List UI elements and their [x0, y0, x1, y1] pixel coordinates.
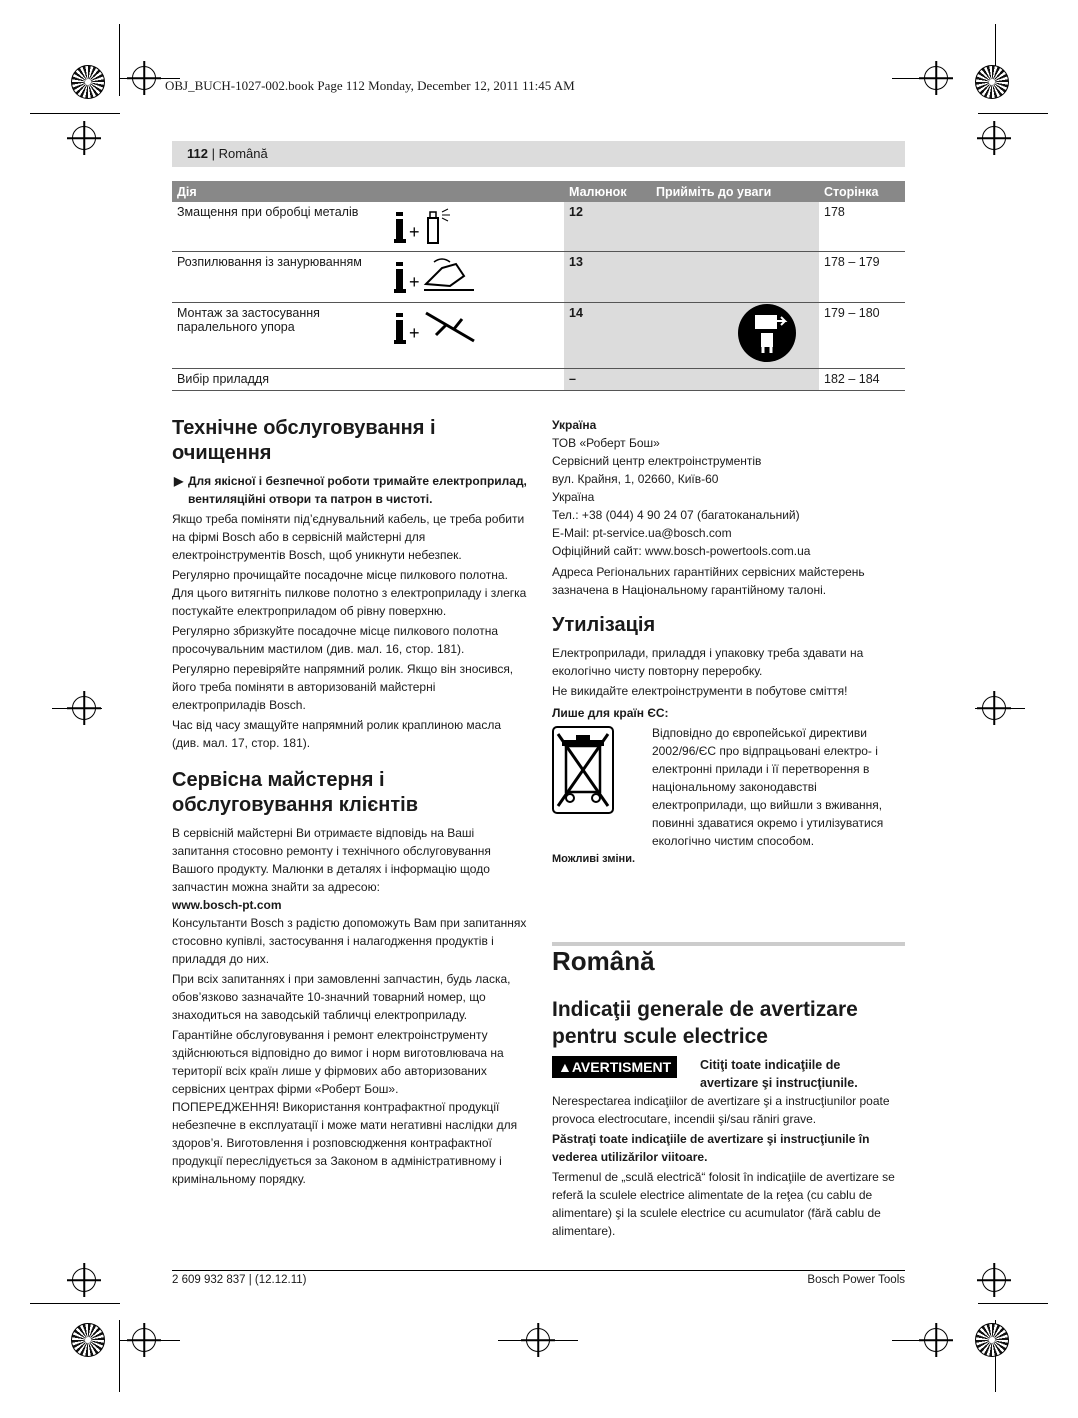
service-paragraph: В сервісній майстерні Ви отримаєте відповідь на Ваші запитання стосовно ремонту і технічного обслуговування Вашого продукту. Малюнки в деталях і інформацію щодо запчастин можна знайти за адресою:: [172, 826, 491, 894]
svg-text:+: +: [409, 222, 420, 242]
page-cell: 182 – 184: [819, 368, 905, 390]
registration-mark-icon: [526, 1328, 550, 1352]
table-header-row: [172, 181, 905, 202]
col-action: Дія: [172, 181, 564, 202]
ukraine-address-line: вул. Крайня, 1, 02660, Київ-60: [552, 472, 719, 486]
color-target-icon: [975, 1323, 1009, 1357]
unplug-warning-icon: [737, 303, 797, 363]
ukraine-address-line: Україна: [552, 490, 595, 504]
ukraine-address-line: Сервісний центр електроінструментів: [552, 454, 762, 468]
romanian-subheading: Indicaţii generale de avertizare pentru scule electrice: [552, 998, 858, 1048]
color-target-icon: [71, 65, 105, 99]
changes-note: Можливі зміни.: [552, 853, 636, 865]
service-heading: Сервісна майстерня і обслуговування клієнтів: [172, 769, 419, 816]
service-url-link[interactable]: www.bosch-pt.com: [172, 898, 282, 912]
maintenance-paragraph: Час від часу змащуйте напрямний ролик краплиною масла (див. мал. 17, стор. 181).: [172, 718, 502, 750]
page-header: 112 | Română: [172, 141, 905, 167]
page-cell: 178 – 179: [819, 251, 905, 302]
maintenance-heading: Технічне обслуговування і очищення: [172, 417, 436, 464]
col-page: Сторінка: [819, 181, 905, 202]
service-paragraph: Консультанти Bosch з радістю допоможуть Вам при запитаннях стосовно купівлі, застосування і налагодження продуктів і приладдя до них.: [172, 916, 527, 966]
romanian-heading: Română: [552, 946, 655, 976]
maintenance-bullet: Для якісної і безпечної роботи тримайте електроприлад, вентиляційні отвори та патрон в чистоті.: [188, 474, 527, 506]
maintenance-paragraph: Регулярно прочищайте посадочне місце пилкового полотна. Для цього витягніть пилкове полотно з електроприладу і злегка постукайте електроприладом об рівну поверхню.: [172, 568, 527, 618]
service-paragraph: ПОПЕРЕДЖЕННЯ! Використання контрафактної продукції небезпечне в експлуатації і може мати негативні наслідки для здоров’я. Виготовлення і розповсюдження контрафактної продукції переслідується за Законом в адміністративному і кримінальному порядку.: [172, 1100, 518, 1186]
info-parallel-guide-icon: [394, 305, 484, 347]
ukraine-heading: Україна: [552, 418, 597, 432]
eu-directive-text: Відповідно до європейської директиви 2002/96/ЄС про відпрацьовані електро- і електронні прилади і її перетворення в національному законодавстві електроприлади, що вийшли з вживання, повинні здаватися окремо і утилізуватися екологічно чистим способом.: [652, 726, 884, 848]
warning-triangle-icon: ▲: [558, 1059, 572, 1075]
figure-cell: 12: [564, 202, 651, 251]
figure-cell: 13: [564, 251, 651, 302]
registration-mark-icon: [924, 66, 948, 90]
maintenance-paragraph: Регулярно перевіряйте напрямний ролик. Якщо він зносився, його треба поміняти в авторизованій майстерні електроприладів Bosch.: [172, 662, 514, 712]
disposal-paragraph: Не викидайте електроінструменти в побутове сміття!: [552, 684, 848, 698]
ukraine-email[interactable]: E-Mail: pt-service.ua@bosch.com: [552, 526, 732, 540]
info-oil-spray-icon: [394, 204, 474, 246]
left-column: Технічне обслуговування і очищення ▶ Для якісної і безпечної роботи тримайте електроприлад, вентиляційні отвори та патрон в чистоті. Якщо треба поміняти під’єднувальний кабель, це треба робити на фірмі Bosch або в сервісній майстерні для електроінструментів Bosch, щоб уникнути небезпек. Регулярно прочищайте посадочне місце пилкового полотна. Для цього витягніть пилкове полотно з електроприладу і злегка постукайте електроприладом об рівну поверхню. Регулярно збризкуйте посадочне місце пилкового полотна просочувальним мастилом (див. мал. 16, стор. 181). Регулярно перевіряйте напрямний ролик. Якщо він зносився, його треба поміняти в авторизованій майстерні електроприладів Bosch. Час від часу змащуйте напрямний ролик краплиною масла (див. мал. 17, стор. 181). Сервісна майстерня і обслуговування клієнтів В сервісній майстерні Ви отримаєте відповідь на Ваші запитання стосовно ремонту і технічного обслуговування Вашого продукту. Малюнки в деталях і інформацію щодо запчастин можна знайти за адресою: www.bosch-pt.com Консультанти Bosch з радістю допоможуть Вам при запитаннях стосовно купівлі, застосування і налагодження продуктів і приладдя до них. При всіх запитаннях і при замовленні запчастин, будь ласка, обов’язково зазначайте 10-значний товарний номер, що знаходиться на заводській табличці електроприладу. Гарантійне обслуговування і ремонт електроінструменту здійснюються відповідно до вимог і норм виготовлювача на території всіх країн лише у фірмових або авторизованих сервісних центрах фірми «Роберт Бош». ПОПЕРЕДЖЕННЯ! Використання контрафактної продукції небезпечне в експлуатації і може мати негативні наслідки для здоров’я. Виготовлення і розповсюдження контрафактної продукції переслідується за Законом в адміністративному і кримінальному порядку.: [172, 416, 529, 1190]
registration-mark-icon: [982, 696, 1006, 720]
table-row: [172, 251, 905, 302]
footer-brand: Bosch Power Tools: [807, 1274, 905, 1286]
romanian-paragraph: Termenul de „sculă electrică“ folosit în indicaţiile de avertizare se referă la sculele electrice alimentate de la reţea (cu cablu de alimentare) şi la sculele electrice cu acumulator (fără cablu de alimentare).: [552, 1170, 895, 1238]
registration-mark-icon: [982, 126, 1006, 150]
action-cell: Змащення при обробці металів: [177, 205, 359, 219]
right-column: [552, 416, 905, 1238]
section-name: Română: [218, 146, 268, 161]
instructions-table: [172, 181, 905, 391]
ukraine-address-line: ТОВ «Роберт Бош»: [552, 436, 660, 450]
footer-line: [172, 1270, 905, 1271]
registration-mark-icon: [72, 126, 96, 150]
color-target-icon: [975, 65, 1009, 99]
disposal-heading: Утилізація: [552, 614, 656, 636]
disposal-paragraph: Електроприлади, приладдя і упаковку треба здавати на екологічно чисту повторну переробку.: [552, 646, 864, 678]
service-paragraph: Гарантійне обслуговування і ремонт електроінструменту здійснюються відповідно до вимог і норм виготовлювача на території всіх країн лише у фірмових або авторизованих сервісних центрах фірми «Роберт Бош».: [172, 1028, 504, 1096]
warning-badge: ▲AVERTISMENT: [552, 1056, 677, 1078]
ukraine-address-line: Тел.: +38 (044) 4 90 24 07 (багатоканальний): [552, 508, 800, 522]
warning-badge-text: Citiţi toate indicaţiile de avertizare şi instrucţiunile.: [700, 1058, 858, 1090]
page-number: 112: [187, 146, 208, 161]
page-cell: 178: [819, 202, 905, 251]
romanian-paragraph: Păstraţi toate indicaţiile de avertizare şi instrucţiunile în vederea utilizărilor viitoare.: [552, 1132, 870, 1164]
table-row: [172, 202, 905, 251]
maintenance-paragraph: Регулярно збризкуйте посадочне місце пилкового полотна просочувальним мастилом (див. мал. 16, стор. 181).: [172, 624, 499, 656]
romanian-paragraph: Nerespectarea indicaţiilor de avertizare şi a instrucţiunilor poate provoca electrocutare, incendii şi/sau răniri grave.: [552, 1094, 890, 1126]
action-cell: Монтаж за застосування паралельного упора: [177, 305, 320, 334]
registration-mark-icon: [72, 696, 96, 720]
action-cell: Вибір приладдя: [172, 368, 564, 390]
table-row: [172, 368, 905, 390]
ukraine-website[interactable]: Офіційний сайт: www.bosch-powertools.com.ua: [552, 544, 811, 558]
ukraine-note: Адреса Регіональних гарантійних сервісних майстерень зазначена в Національному гарантійному талоні.: [552, 565, 865, 597]
registration-mark-icon: [924, 1328, 948, 1352]
registration-mark-icon: [72, 1268, 96, 1292]
footer-doc-number: 2 609 932 837 | (12.12.11): [172, 1274, 307, 1286]
page-cell: 179 – 180: [819, 302, 905, 368]
svg-text:+: +: [409, 322, 420, 343]
col-note: Прийміть до уваги: [651, 181, 819, 202]
info-plunge-cut-icon: [394, 254, 484, 296]
registration-mark-icon: [132, 66, 156, 90]
svg-text:+: +: [409, 271, 420, 292]
registration-mark-icon: [982, 1268, 1006, 1292]
table-row: [172, 302, 905, 368]
col-figure: Малюнок: [564, 181, 651, 202]
registration-mark-icon: [132, 1328, 156, 1352]
figure-cell: 14: [564, 302, 651, 368]
crossed-bin-icon: [552, 726, 614, 814]
color-target-icon: [71, 1323, 105, 1357]
action-cell: Розпилювання із занурюванням: [177, 254, 362, 269]
figure-cell: –: [564, 368, 651, 390]
eu-heading: Лише для країн ЄС:: [552, 706, 669, 720]
maintenance-paragraph: Якщо треба поміняти під’єднувальний кабель, це треба робити на фірмі Bosch або в сервісній майстерні для електроінструментів Bosch, щоб уникнути небезпек.: [172, 512, 525, 562]
print-slug: OBJ_BUCH-1027-002.book Page 112 Monday, December 12, 2011 11:45 AM: [165, 78, 575, 93]
service-paragraph: При всіх запитаннях і при замовленні запчастин, будь ласка, обов’язково зазначайте 10-значний товарний номер, що знаходиться на заводській табличці електроприладу.: [172, 972, 511, 1022]
